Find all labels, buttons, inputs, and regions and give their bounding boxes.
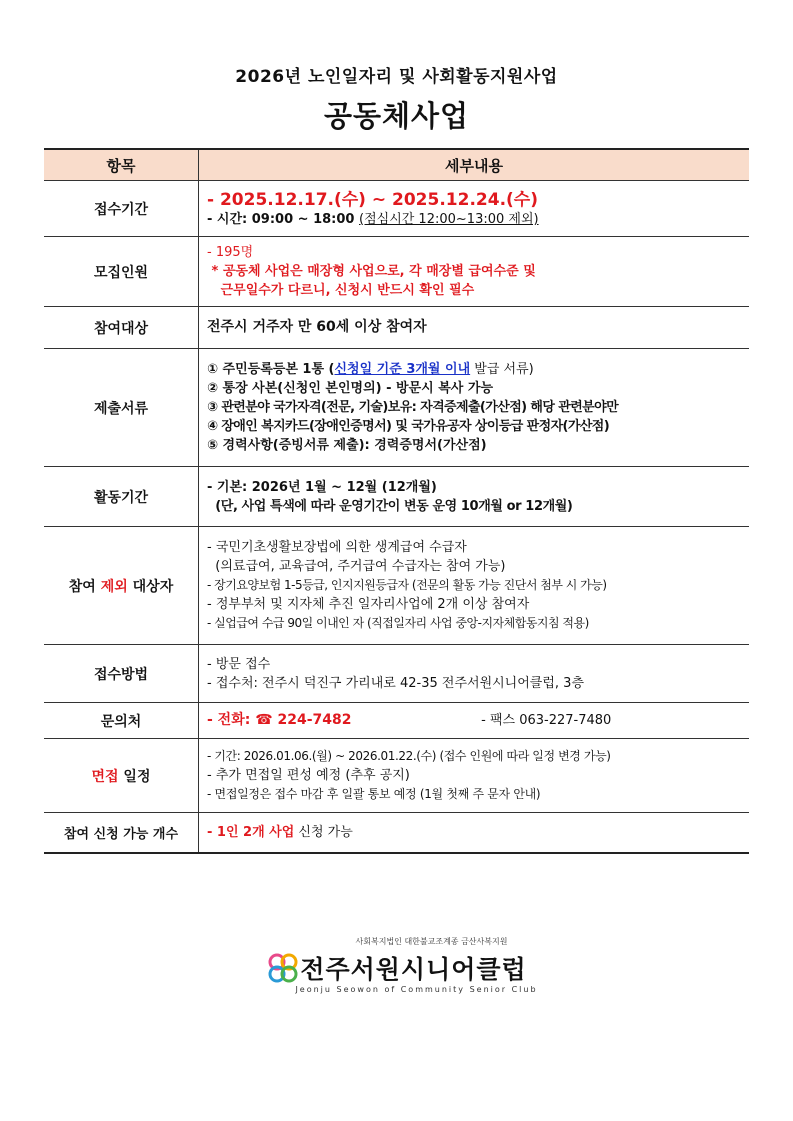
excluded-line-3: - 장기요양보험 1-5등급, 인지지원등급자 (전문의 활동 가능 진단서 첨부 시 가능) (207, 578, 607, 592)
recruitment-note2: 근무일수가 다르니, 신청시 반드시 확인 필수 (207, 283, 475, 298)
footer-org: 사회복지법인 대한불교조계종 금산사복지원 (355, 937, 508, 946)
method-line-2: - 접수처: 전주시 덕진구 가리내로 42-35 전주서원시니어클럽, 3층 (207, 675, 585, 691)
recruitment-note1: * 공동체 사업은 매장형 사업으로, 각 매장별 급여수준 및 (207, 264, 536, 279)
footer-club-name: 전주서원시니어클럽 (300, 955, 527, 984)
excluded-line-5: - 실업급여 수급 90일 이내인 자 (직접일자리 사업 중앙-지자체합동지침 적용) (207, 616, 589, 630)
recruitment-count: - 195명 (207, 245, 254, 260)
activity-basic: - 기본: 2026년 1월 ~ 12월 (12개월) (207, 479, 437, 495)
apply-count-text: 신청 가능 (294, 824, 353, 840)
doc-item-1: ① 주민등록등본 1통 (신청일 기준 3개월 이내 발급 서류) (207, 362, 534, 377)
label-method: 접수방법 (44, 645, 199, 703)
label-interview: 면접 일정 (44, 739, 199, 813)
label-excluded: 참여 제외 대상자 (44, 527, 199, 645)
footer-club-eng: Jeonju Seowon of Community Senior Club (295, 985, 538, 994)
doc-item-4: ④ 장애인 복지카드(장애인증명서) 및 국가유공자 상이등급 판정자(가산점) (207, 419, 610, 434)
row-excluded (44, 527, 749, 645)
excluded-line-1: - 국민기초생활보장법에 의한 생계급여 수급자 (207, 540, 467, 555)
row-documents (44, 349, 749, 467)
row-method (44, 645, 749, 703)
doc-item-2: ② 통장 사본(신청인 본인명의) - 방문시 복사 가능 (207, 381, 494, 396)
interview-line-1: - 기간: 2026.01.06.(월) ~ 2026.01.22.(수) (접수 인원에 따라 일정 변경 가능) (207, 749, 611, 763)
row-target (44, 307, 749, 349)
excluded-line-2: (의료급여, 교육급여, 주거급여 수급자는 참여 가능) (207, 559, 506, 574)
table-header-row (44, 149, 749, 181)
reception-dates: - 2025.12.17.(수) ~ 2025.12.24.(수) (207, 190, 538, 210)
label-interview-highlight: 면접 (91, 768, 119, 785)
target-text: 전주시 거주자 만 60세 이상 참여자 (199, 307, 750, 349)
doc-item-5: ⑤ 경력사항(증빙서류 제출): 경력증명서(가산점) (207, 438, 487, 453)
label-activity-period: 활동기간 (44, 467, 199, 527)
row-recruitment (44, 237, 749, 307)
row-reception-period (44, 181, 749, 237)
label-documents: 제출서류 (44, 349, 199, 467)
label-target: 참여대상 (44, 307, 199, 349)
contact-fax: - 팩스 063-227-7480 (481, 713, 612, 728)
activity-note: (단, 사업 특색에 따라 운영기간이 변동 운영 10개월 or 12개월) (207, 498, 573, 514)
method-line-1: - 방문 접수 (207, 656, 271, 672)
label-apply-count: 참여 신청 가능 개수 (44, 813, 199, 853)
row-activity-period (44, 467, 749, 527)
label-excluded-highlight: 제외 (100, 578, 128, 595)
row-contact (44, 703, 749, 739)
col-item-header: 항목 (44, 149, 199, 181)
apply-count-highlight: - 1인 2개 사업 (207, 824, 295, 840)
row-interview (44, 739, 749, 813)
label-recruitment: 모집인원 (44, 237, 199, 307)
info-table (44, 148, 749, 854)
row-apply-count (44, 813, 749, 853)
doc-title-line2: 공동체사업 (323, 99, 470, 133)
club-logo-icon (266, 951, 300, 985)
doc-title-line1: 2026년 노인일자리 및 사회활동지원사업 (235, 67, 558, 87)
label-reception-period: 접수기간 (44, 181, 199, 237)
interview-line-2: - 추가 면접일 편성 예정 (추후 공지) (207, 768, 410, 783)
label-contact: 문의처 (44, 703, 199, 739)
reception-time: - 시간: 09:00 ~ 18:00 (207, 212, 359, 227)
interview-line-3: - 면접일정은 접수 마감 후 일괄 통보 예정 (1월 첫째 주 문자 안내) (207, 787, 541, 801)
col-detail-header: 세부내용 (199, 149, 750, 181)
excluded-line-4: - 정부부처 및 지자체 추진 일자리사업에 2개 이상 참여자 (207, 597, 530, 612)
footer (0, 936, 793, 994)
doc-item-3: ③ 관련분야 국가자격(전문, 기술)보유: 자격증제출(가산점) 해당 관련분야만 (207, 400, 619, 415)
contact-phone: - 전화: ☎ 224-7482 (207, 712, 352, 728)
reception-time-note: (점심시간 12:00~13:00 제외) (359, 212, 539, 227)
doc-item-1-highlight: 신청일 기준 3개월 이내 (334, 362, 471, 377)
